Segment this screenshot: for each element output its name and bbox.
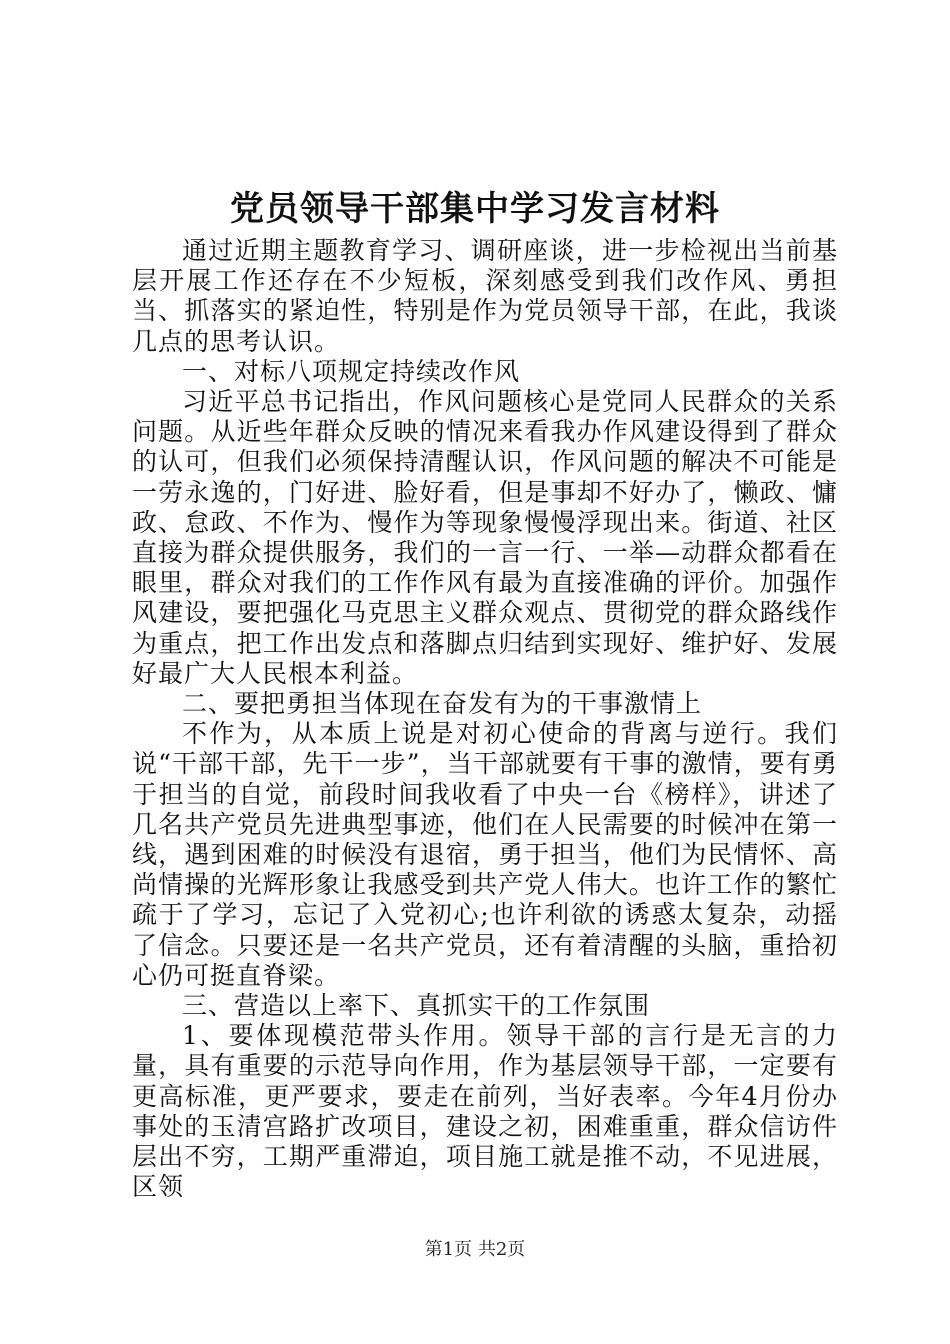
document-title: 党员领导干部集中学习发言材料 bbox=[230, 189, 720, 229]
section-2-paragraph: 不作为，从本质上说是对初心使命的背离与逆行。我们说“干部干部，先干一步”，当干部就要有干事的激情，要有勇于担当的自觉，前段时间我收看了中央一台《榜样》，讲述了几名共产党员先进典型事迹，他们在人民需要的时候冲在第一线，遇到困难的时候没有退宿，勇于担当，他们为民情怀、高尚情操的光辉形象让我感受到共产党人伟大。也许工作的繁忙疏于了学习，忘记了入党初心;也许利欲的诱惑太复杂，动摇了信念。只要还是一名共产党员，还有着清醒的头脑，重拾初心仍可挺直脊梁。 bbox=[132, 719, 838, 990]
section-3-heading: 三、营造以上率下、真抓实干的工作氛围 bbox=[182, 991, 651, 1021]
section-1-heading: 一、对标八项规定持续改作风 bbox=[182, 356, 521, 386]
section-2-heading: 二、要把勇担当体现在奋发有为的干事激情上 bbox=[182, 689, 703, 719]
page-indicator: 第1页 共2页 bbox=[424, 1239, 526, 1260]
intro-paragraph: 通过近期主题教育学习、调研座谈，进一步检视出当前基层开展工作还存在不少短板，深刻感受到我们改作风、勇担当、抓落实的紧迫性，特别是作为党员领导干部，在此，我谈几点的思考认识。 bbox=[132, 236, 838, 356]
section-3-paragraph: 1、要体现模范带头作用。领导干部的言行是无言的力量，具有重要的示范导向作用，作为基层领导干部，一定要有更高标准，更严要求，要走在前列，当好表率。今年4月份办事处的玉清宫路扩改项目，建设之初，困难重重，群众信访件层出不穷，工期严重滞迫，项目施工就是推不动，不见进展，区领 bbox=[132, 1021, 838, 1202]
document-body bbox=[132, 236, 838, 1203]
section-1-paragraph: 习近平总书记指出，作风问题核心是党同人民群众的关系问题。从近些年群众反映的情况来看我办作风建设得到了群众的认可，但我们必须保持清醒认识，作风问题的解决不可能是一劳永逸的，门好进、脸好看，但是事却不好办了，懒政、慵政、怠政、不作为、慢作为等现象慢慢浮现出来。街道、社区直接为群众提供服务，我们的一言一行、一举—动群众都看在眼里，群众对我们的工作作风有最为直接准确的评价。加强作风建设，要把强化马克思主义群众观点、贯彻党的群众路线作为重点，把工作出发点和落脚点归结到实现好、维护好、发展好最广大人民根本利益。 bbox=[132, 387, 838, 688]
